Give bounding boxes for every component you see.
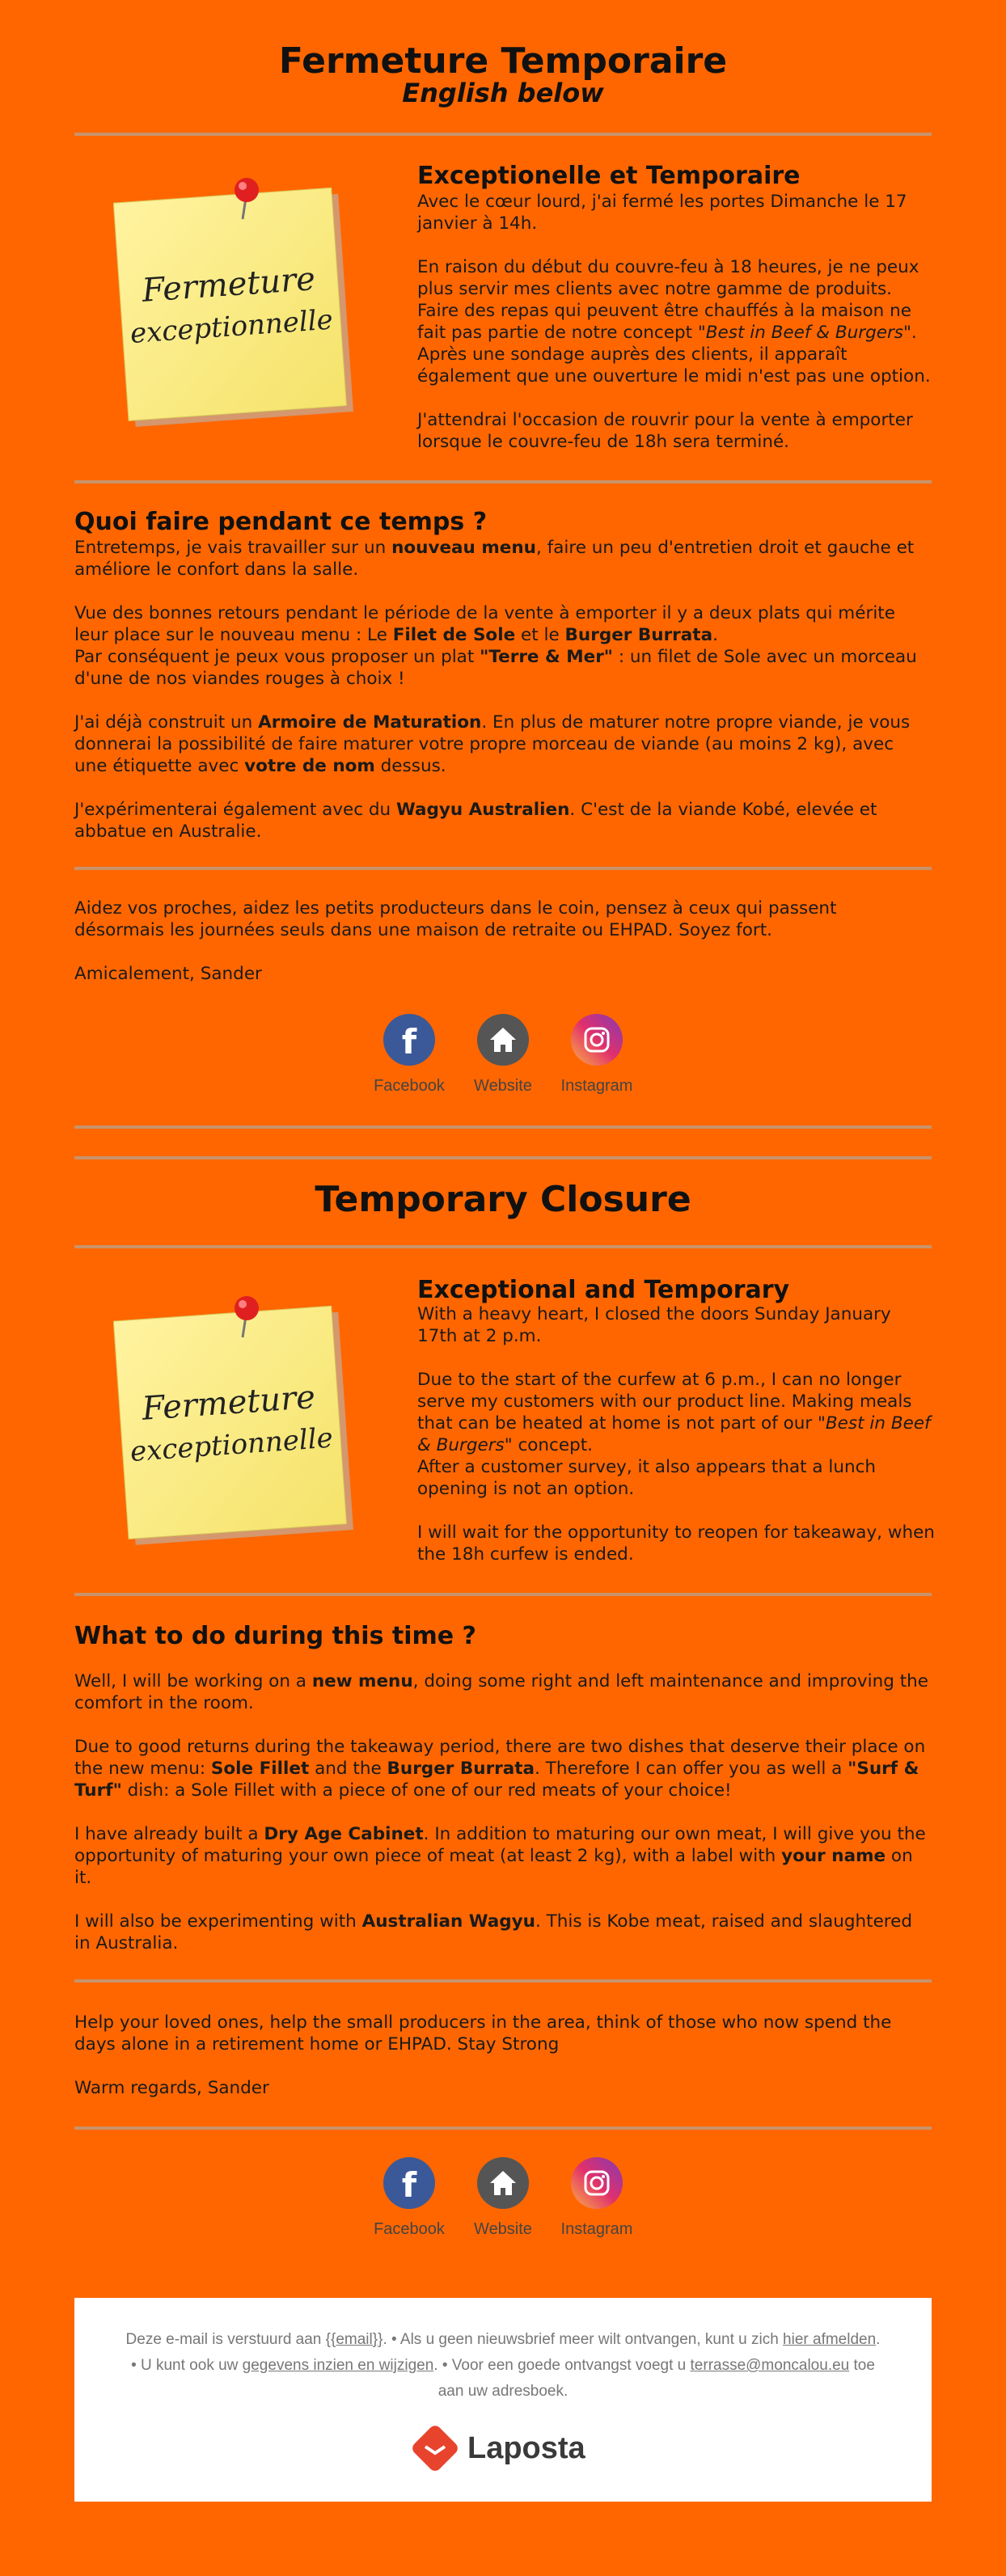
intro-heading-fr: Exceptionelle et Temporaire (417, 162, 801, 190)
instagram-label: Instagram (560, 2220, 633, 2238)
divider (74, 1979, 932, 1983)
facebook-label: Facebook (374, 1077, 445, 1095)
note-text-line2: exceptionnelle (129, 303, 334, 351)
unsubscribe-link[interactable]: hier afmelden (783, 2331, 877, 2348)
section-body-en (74, 1670, 932, 1954)
note-text-line1: Fermeture (141, 1379, 317, 1428)
pushpin-icon (235, 178, 259, 202)
page-title-en: Temporary Closure (315, 1179, 691, 1220)
section-p2: Vue des bonnes retours pendant le période de la vente à emporter il y a deux plats qui mérite leur place sur le nouveau menu : Le Filet de Sole et le Burger Burrata. Par conséquent je peux vous proposer un plat "Terre & Mer" : un filet de Sole avec un morceau d'une de nos viandes rouges à choix ! (74, 603, 917, 689)
svg-text:f: f (401, 2165, 417, 2205)
laposta-logo[interactable] (408, 2419, 602, 2476)
instagram-icon (571, 2157, 623, 2209)
intro-p2: Due to the start of the curfew at 6 p.m., I can no longer serve my customers with our product line. Making meals that can be heated at home is not part of our "Best in Beef & Burgers" concept. After a customer survey, it also appears that a lunch opening is not an option. (417, 1370, 931, 1499)
laposta-wordmark: Laposta (467, 2431, 585, 2465)
section-p3: I have already built a Dry Age Cabinet. In addition to maturing our own meat, I will give you the opportunity of maturing your own piece of meat (at least 2 kg), with a label with your name on it. (74, 1824, 926, 1888)
website-label: Website (474, 2220, 532, 2238)
instagram-link[interactable] (548, 2157, 645, 2239)
intro-p1: Avec le cœur lourd, j'ai fermé les portes Dimanche le 17 janvier à 14h. (417, 192, 907, 234)
section-p1: Well, I will be working on a new menu, doing some right and left maintenance and improving the comfort in the room. (74, 1671, 929, 1713)
intro-p2: En raison du début du couvre-feu à 18 heures, je ne peux plus servir mes clients avec notre gamme de produits. Faire des repas qui peuvent être chauffés à la maison ne fait pas partie de notre concept "Best in Beef & Burgers". Après une sondage auprès des clients, il apparaît également que une ouverture le midi n'est pas une option. (417, 257, 931, 386)
edit-profile-link[interactable]: gegevens inzien en wijzigen (242, 2357, 434, 2374)
facebook-icon (383, 2157, 435, 2209)
page-subtitle-fr: English below (402, 78, 604, 108)
closing-fr (74, 897, 932, 985)
instagram-icon (571, 1014, 623, 1066)
divider (74, 2126, 932, 2130)
closing-en (74, 2012, 932, 2099)
section-p1: Entretemps, je vais travailler sur un nouveau menu, faire un peu d'entretien droit et gauche et améliore le confort dans la salle. (74, 538, 915, 580)
sticky-note-image (113, 1284, 356, 1559)
divider (74, 1125, 932, 1129)
intro-heading-en: Exceptional and Temporary (417, 1276, 790, 1304)
pushpin-icon (235, 1296, 259, 1320)
instagram-label: Instagram (560, 1077, 633, 1095)
sticky-note-image (113, 166, 356, 441)
facebook-icon (383, 1014, 435, 1066)
home-icon (477, 2157, 529, 2209)
section-heading-fr: Quoi faire pendant ce temps ? (74, 508, 488, 536)
section-body-fr (74, 537, 932, 842)
divider (74, 1156, 932, 1159)
page-title-fr: Fermeture Temporaire (278, 40, 728, 82)
email-address-link[interactable]: terrasse@moncalou.eu (690, 2357, 850, 2374)
svg-text:f: f (401, 1022, 417, 1062)
website-link[interactable] (454, 1014, 552, 1096)
note-text-line2: exceptionnelle (129, 1421, 334, 1469)
divider (74, 1593, 932, 1596)
closing-p1: Aidez vos proches, aidez les petits producteurs dans le coin, pensez à ceux qui passent désormais les journées seuls dans une maison de retraite ou EHPAD. Soyez fort. (74, 898, 837, 940)
instagram-link[interactable] (548, 1014, 645, 1096)
intro-p3: J'attendrai l'occasion de rouvrir pour la vente à emporter lorsque le couvre-feu de 18h sera terminé. (417, 410, 913, 452)
footer-text: Deze e-mail is verstuurd aan {{email}}. • Als u geen nieuwsbrief meer wilt ontvangen, kunt u zich hier afmelden. • U kunt ook uw gegevens inzien en wijzigen. • Voor een goede ontvangst voegt u terrasse@moncalou.eu toe aan uw adresboek. (125, 2331, 881, 2400)
divider (74, 867, 932, 870)
website-link[interactable] (454, 2157, 552, 2239)
signature: Amicalement, Sander (74, 964, 262, 984)
divider (74, 480, 932, 484)
intro-p1: With a heavy heart, I closed the doors Sunday January 17th at 2 p.m. (417, 1304, 891, 1346)
section-p3: J'ai déjà construit un Armoire de Maturation. En plus de maturer notre propre viande, je vous donnerai la possibilité de faire maturer votre propre morceau de viande (au moins 2 kg), avec une étiquette avec votre de nom dessus. (74, 712, 911, 776)
divider (74, 1245, 932, 1248)
intro-fr (417, 191, 935, 453)
facebook-link[interactable] (361, 1014, 458, 1096)
section-p2: Due to good returns during the takeaway period, there are two dishes that deserve their place on the new menu: Sole Fillet and the Burger Burrata. Therefore I can offer you as well a "Surf & Turf" dish: a Sole Fillet with a piece of one of our red meats of your choice! (74, 1737, 926, 1801)
intro-p3: I will wait for the opportunity to reopen for takeaway, when the 18h curfew is ended. (417, 1522, 935, 1565)
home-icon (477, 1014, 529, 1066)
footer (74, 2298, 932, 2502)
note-text-line1: Fermeture (141, 260, 317, 310)
closing-p1: Help your loved ones, help the small producers in the area, think of those who now spend the days alone in a retirement home or EHPAD. Stay Strong (74, 2012, 892, 2054)
facebook-link[interactable] (361, 2157, 458, 2239)
section-p4: I will also be experimenting with Australian Wagyu. This is Kobe meat, raised and slaughtered in Australia. (74, 1911, 913, 1953)
social-links-en (0, 2157, 1006, 2254)
laposta-icon (410, 2423, 460, 2473)
facebook-label: Facebook (374, 2220, 445, 2238)
divider (74, 133, 932, 136)
section-p4: J'expérimenterai également avec du Wagyu Australien. C'est de la viande Kobé, elevée et abbatue en Australie. (74, 800, 877, 842)
social-links-fr (0, 1014, 1006, 1111)
email-variable-link[interactable]: {{email}} (325, 2331, 383, 2348)
intro-en (417, 1303, 935, 1565)
signature: Warm regards, Sander (74, 2078, 269, 2098)
section-heading-en: What to do during this time ? (74, 1622, 476, 1650)
website-label: Website (474, 1077, 532, 1095)
